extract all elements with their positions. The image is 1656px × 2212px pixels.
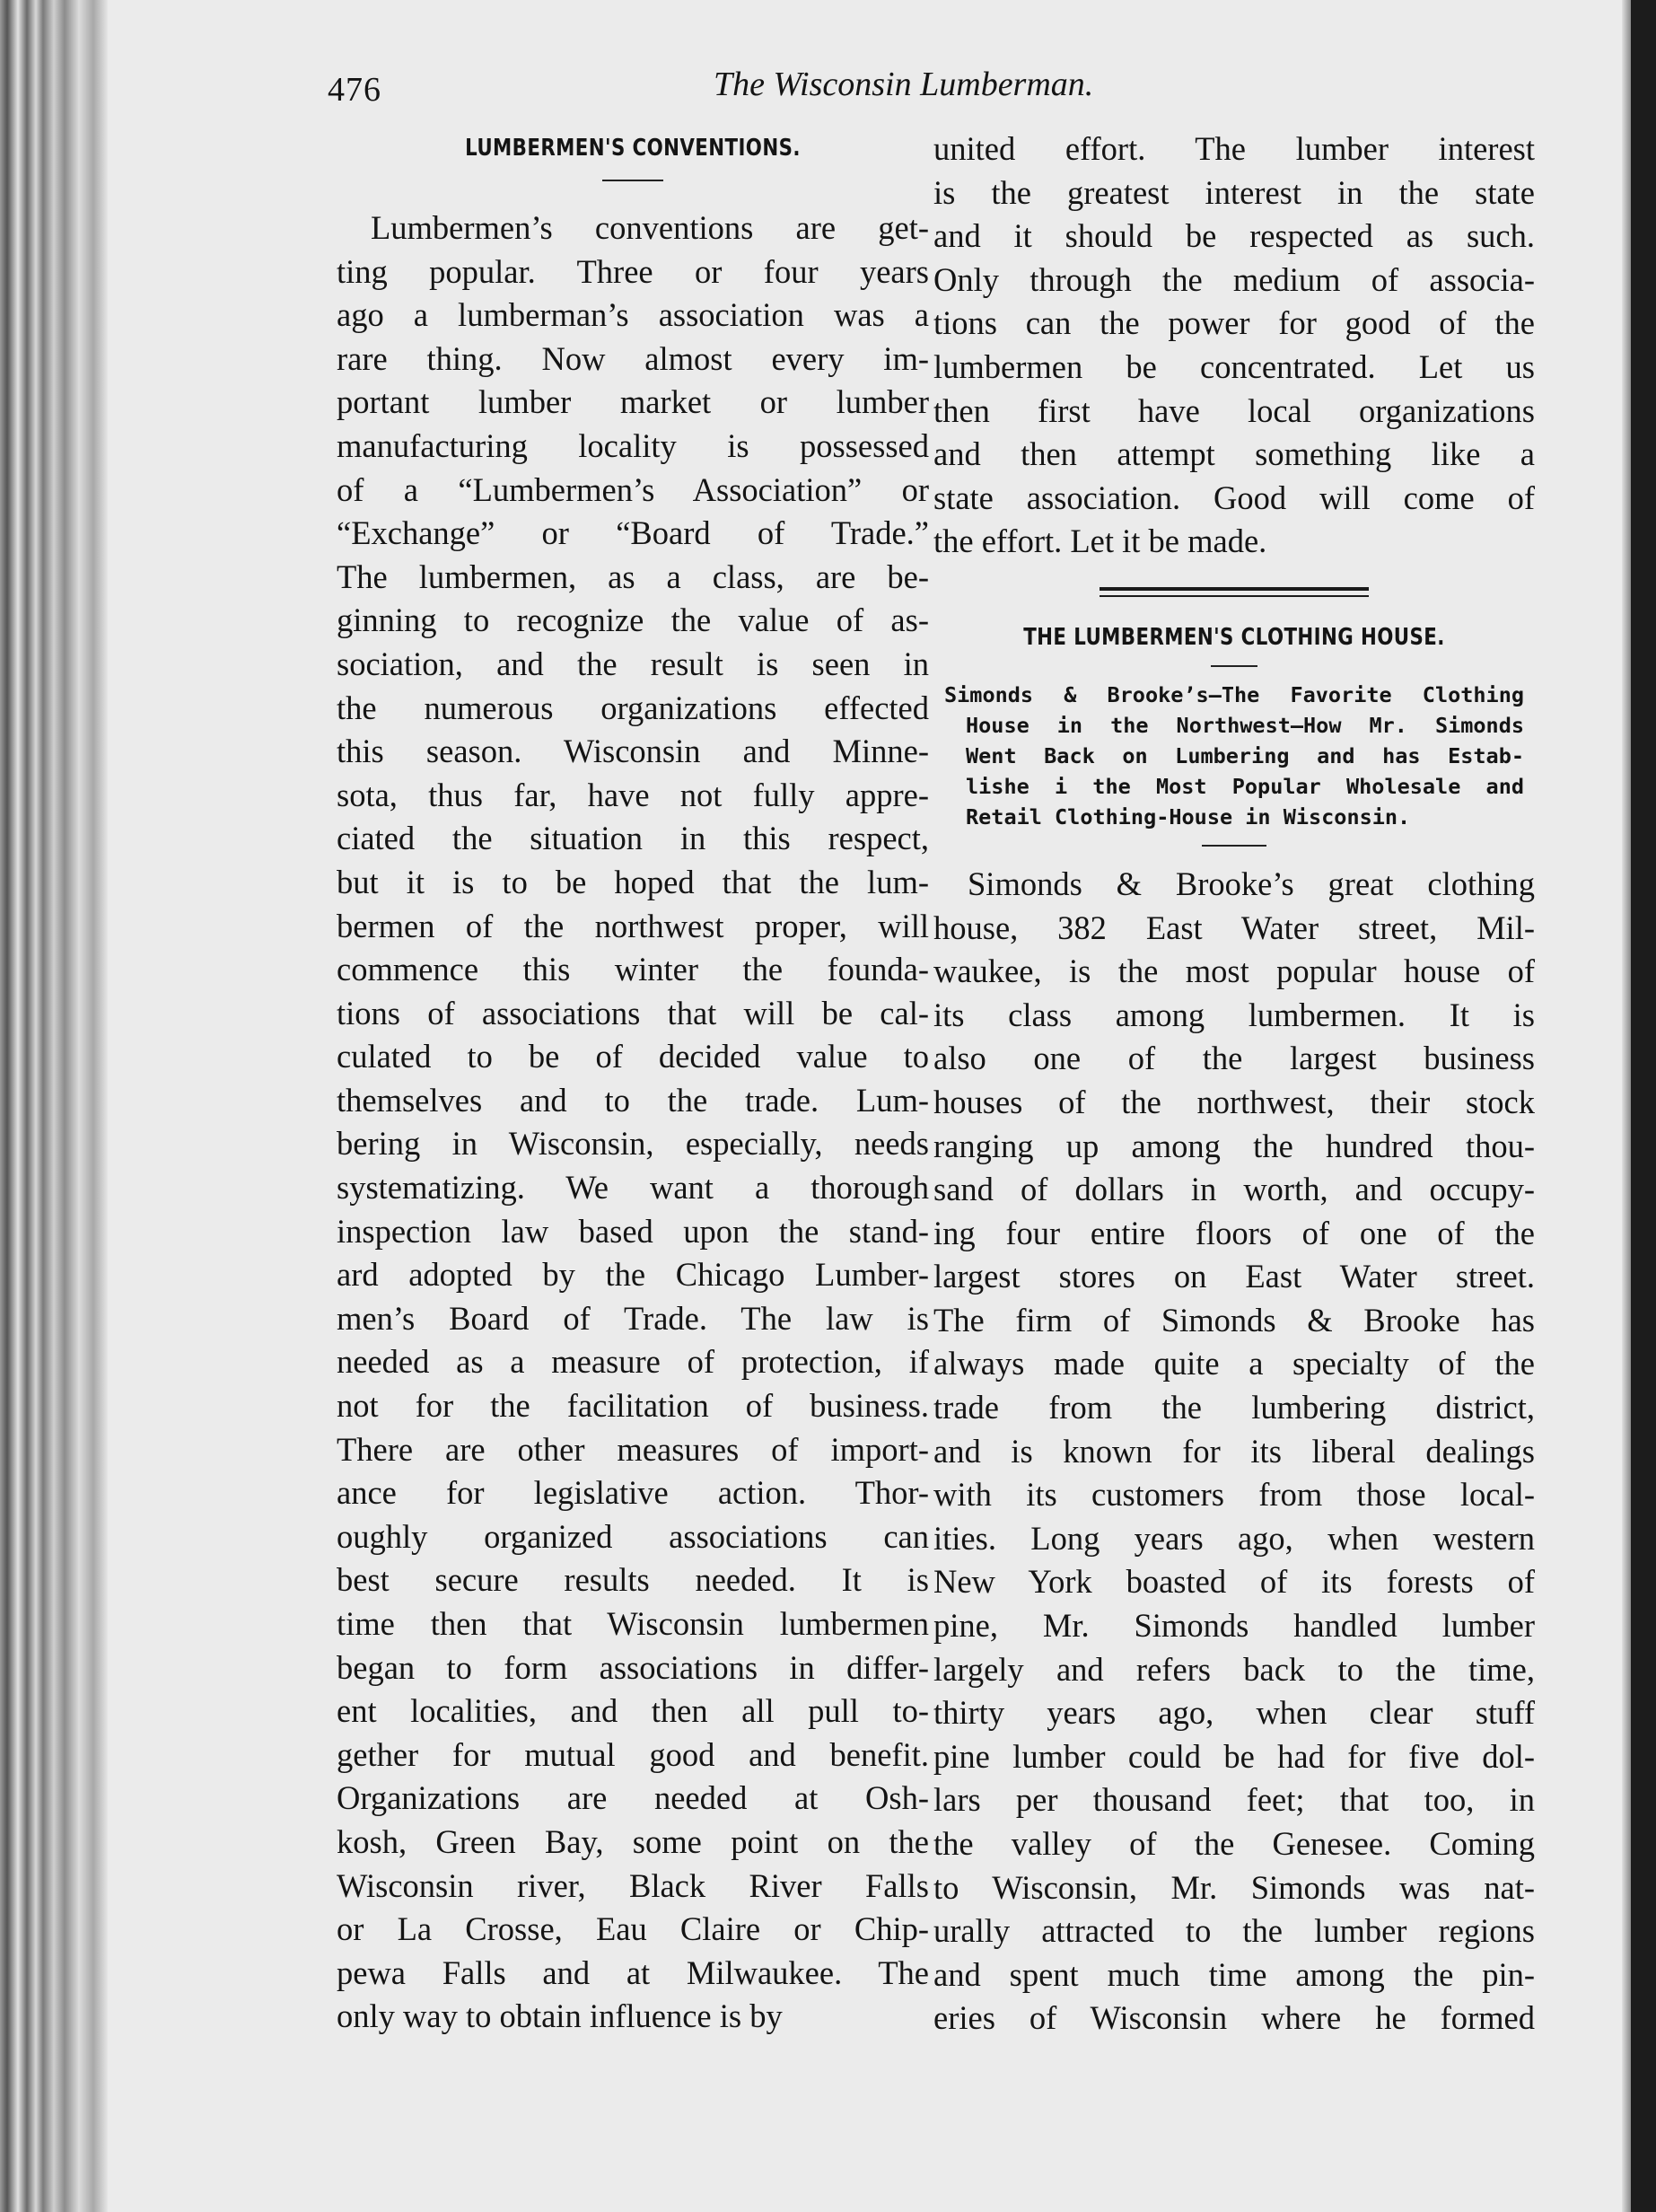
page-number: 476: [328, 71, 381, 109]
text-line: lars per thousand feet; that too, in: [933, 1781, 1535, 1819]
text-line: sand of dollars in worth, and occupy-: [933, 1171, 1535, 1208]
text-line: Simonds & Brooke’s great clothing: [968, 865, 1535, 902]
right-column: [933, 127, 1535, 2041]
article-continuation-conventions: [933, 127, 1535, 564]
text-line: “Exchange” or “Board of Trade.”: [337, 514, 929, 552]
text-line: state association. Good will come of: [933, 478, 1535, 516]
running-head: The Wisconsin Lumberman.: [714, 66, 1094, 103]
heading-rule: [602, 180, 663, 181]
subheading-line: Simonds & Brooke’s—The Favorite Clothing: [944, 681, 1524, 707]
text-line: systematizing. We want a thorough: [337, 1169, 929, 1207]
text-line: waukee, is the most popular house of: [933, 952, 1535, 990]
text-line: ities. Long years ago, when western: [933, 1519, 1535, 1557]
text-line: thirty years ago, when clear stuff: [933, 1694, 1535, 1732]
text-line: this season. Wisconsin and Minne-: [337, 733, 929, 770]
text-line: Lumbermen’s conventions are get-: [371, 209, 929, 246]
text-line: tions can the power for good of the: [933, 304, 1535, 342]
text-line: bermen of the northwest proper, will: [337, 907, 929, 944]
text-line: or La Crosse, Eau Claire or Chip-: [337, 1910, 929, 1948]
text-line: pine, Mr. Simonds handled lumber: [933, 1607, 1535, 1645]
text-line: manufacturing locality is possessed: [337, 426, 929, 464]
text-line: eries of Wisconsin where he formed: [933, 1999, 1535, 2037]
text-line: house, 382 East Water street, Mil-: [933, 908, 1535, 946]
text-line: of a “Lumbermen’s Association” or: [337, 470, 929, 508]
text-line: ing four entire floors of one of the: [933, 1214, 1535, 1251]
subheading-line: lishe i the Most Popular Wholesale and: [966, 773, 1524, 799]
text-line: ard adopted by the Chicago Lumber-: [337, 1256, 929, 1294]
text-line: oughly organized associations can: [337, 1517, 929, 1555]
article-heading-clothing-house: THE LUMBERMEN'S CLOTHING HOUSE.: [1023, 623, 1445, 651]
subheading-line: House in the Northwest—How Mr. Simonds: [966, 712, 1524, 738]
text-line: ciated the situation in this respect,: [337, 820, 929, 857]
text-line: and spent much time among the pin-: [933, 1955, 1535, 1993]
text-line: culated to be of decided value to: [337, 1038, 929, 1075]
article-separator-rule: [1100, 587, 1369, 597]
text-line: portant lumber market or lumber: [337, 383, 929, 421]
text-line: The firm of Simonds & Brooke has: [933, 1301, 1535, 1339]
article-body-conventions: [337, 206, 929, 2039]
text-line: not for the facilitation of business.: [337, 1387, 929, 1425]
book-binding-edge: [0, 0, 108, 2212]
text-line: houses of the northwest, their stock: [933, 1083, 1535, 1120]
text-line: sota, thus far, have not fully appre-: [337, 776, 929, 813]
text-line: New York boasted of its forests of: [933, 1563, 1535, 1601]
text-line: men’s Board of Trade. The law is: [337, 1299, 929, 1337]
subheading-line: Retail Clothing-House in Wisconsin.: [966, 803, 1411, 830]
heading-rule: [1211, 665, 1257, 667]
text-line: The lumbermen, as a class, are be-: [337, 557, 929, 595]
text-line: then first have local organizations: [933, 391, 1535, 429]
page-right-edge: [1631, 0, 1656, 2212]
text-line: ago a lumberman’s association was a: [337, 296, 929, 334]
text-line: pine lumber could be had for five dol-: [933, 1737, 1535, 1775]
text-line: ent localities, and then all pull to-: [337, 1692, 929, 1730]
text-line: its class among lumbermen. It is: [933, 996, 1535, 1033]
subheading-rule: [1202, 845, 1266, 847]
text-line: largely and refers back to the time,: [933, 1650, 1535, 1688]
text-line: themselves and to the trade. Lum-: [337, 1081, 929, 1119]
text-line: and then attempt something like a: [933, 435, 1535, 473]
text-line: lumbermen be concentrated. Let us: [933, 347, 1535, 385]
text-line: best secure results needed. It is: [337, 1561, 929, 1599]
text-line: ranging up among the hundred thou-: [933, 1127, 1535, 1164]
text-line: Wisconsin river, Black River Falls: [337, 1866, 929, 1904]
text-line: Only through the medium of associa-: [933, 260, 1535, 298]
text-line: needed as a measure of protection, if: [337, 1343, 929, 1381]
text-line: ginning to recognize the value of as-: [337, 601, 929, 639]
left-column: [337, 126, 929, 2039]
text-line: sociation, and the result is seen in: [337, 645, 929, 682]
text-line: ance for legislative action. Thor-: [337, 1474, 929, 1512]
text-line: rare thing. Now almost every im-: [337, 339, 929, 377]
text-line: also one of the largest business: [933, 1040, 1535, 1077]
text-line: gether for mutual good and benefit.: [337, 1735, 929, 1773]
text-line: the valley of the Genesee. Coming: [933, 1825, 1535, 1862]
text-line: began to form associations in differ-: [337, 1648, 929, 1686]
text-line: and is known for its liberal dealings: [933, 1432, 1535, 1470]
text-line: bering in Wisconsin, especially, needs: [337, 1125, 929, 1163]
text-line: kosh, Green Bay, some point on the: [337, 1822, 929, 1860]
text-line: tions of associations that will be cal-: [337, 994, 929, 1031]
text-line: commence this winter the founda-: [337, 951, 929, 988]
text-line: united effort. The lumber interest: [933, 130, 1535, 167]
text-line: and it should be respected as such.: [933, 217, 1535, 255]
subheading-line: Went Back on Lumbering and has Estab-: [966, 742, 1524, 768]
article-subheading-clothing-house: [933, 680, 1535, 832]
text-line: urally attracted to the lumber regions: [933, 1912, 1535, 1950]
article-heading-conventions: LUMBERMEN'S CONVENTIONS.: [465, 135, 801, 162]
text-line: the effort. Let it be made.: [933, 522, 1267, 560]
text-line: inspection law based upon the stand-: [337, 1212, 929, 1250]
text-line: always made quite a specialty of the: [933, 1345, 1535, 1382]
text-line: trade from the lumbering district,: [933, 1389, 1535, 1426]
text-line: to Wisconsin, Mr. Simonds was nat-: [933, 1868, 1535, 1906]
text-line: but it is to be hoped that the lum-: [337, 863, 929, 900]
text-line: only way to obtain influence is by: [337, 1997, 783, 2035]
text-line: is the greatest interest in the state: [933, 173, 1535, 211]
text-line: time then that Wisconsin lumbermen: [337, 1605, 929, 1642]
text-line: There are other measures of import-: [337, 1430, 929, 1468]
text-line: Organizations are needed at Osh-: [337, 1779, 929, 1817]
text-line: pewa Falls and at Milwaukee. The: [337, 1953, 929, 1991]
text-line: with its customers from those local-: [933, 1476, 1535, 1514]
text-line: the numerous organizations effected: [337, 689, 929, 726]
text-line: ting popular. Three or four years: [337, 252, 929, 290]
article-body-clothing-house: [933, 863, 1535, 2041]
text-line: largest stores on East Water street.: [933, 1258, 1535, 1295]
